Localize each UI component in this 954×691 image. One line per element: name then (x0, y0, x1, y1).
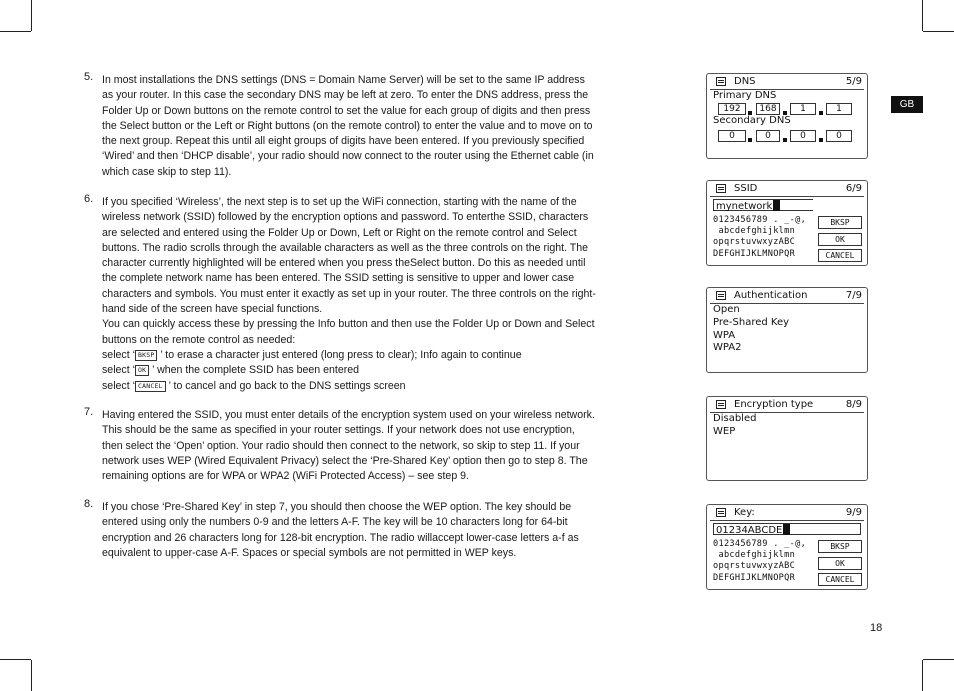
key-entry: 01234ABCDE (713, 523, 861, 535)
ip-octet: 1 (790, 103, 816, 115)
screen-title: Key: (734, 507, 755, 518)
crop-mark (0, 31, 31, 32)
screen-title: DNS (734, 76, 756, 87)
step-text: If you specified ‘Wireless’, the next step is to set up the WiFi connection, starting with the name of the wireless network (SSID) followed by the encryption options and password. To enterthe SSID, characters are selected and entered using the Folder Up or Down, Left or Right on the remote control and Select buttons. The radio scrolls through the available characters as well as the three controls on the right. The character currently highlighted will be entered when you press theSelect button. Do this as needed until the complete network name has been entered. The SSID setting is sensitive to upper and lower case characters and symbols. You must enter it exactly as set up in your router. The three controls on the right-hand side of the screen have special functions. (102, 196, 596, 316)
screen-title-bar (710, 290, 864, 304)
screen-title-bar (710, 399, 864, 413)
language-tab: GB (891, 96, 923, 113)
screen-title-bar (710, 183, 864, 197)
text-cursor (783, 524, 790, 535)
key-screen (706, 504, 868, 590)
ip-octet: 0 (718, 130, 746, 142)
cancel-button: CANCEL (818, 249, 862, 262)
character-row: opqrstuvwxyzABC (713, 237, 796, 247)
auth-option: Open (713, 304, 740, 315)
ssid-entry: mynetwork (713, 199, 813, 211)
step-5 (84, 73, 596, 180)
menu-icon (716, 291, 726, 300)
select-instruction: select ‘ CANCEL ’ to cancel and go back to the DNS settings screen (102, 379, 406, 392)
ip-octet: 0 (756, 130, 780, 142)
ok-key-icon: OK (135, 365, 149, 376)
ip-separator (748, 138, 752, 142)
screen-page: 6/9 (845, 183, 862, 194)
cancel-key-icon: CANCEL (135, 381, 166, 392)
crop-mark (922, 0, 923, 31)
step-7 (84, 408, 596, 484)
ok-button: OK (818, 557, 862, 570)
step-number: 7. (84, 406, 94, 418)
menu-icon (716, 400, 726, 409)
screen-page: 7/9 (845, 290, 862, 301)
auth-option: WPA (713, 330, 736, 341)
ip-separator (783, 138, 787, 142)
character-row: opqrstuvwxyzABC (713, 561, 796, 571)
screen-title: SSID (734, 183, 758, 194)
ip-octet: 192 (718, 103, 746, 115)
crop-mark (31, 0, 32, 31)
select-instruction: select ‘ OK ’ when the complete SSID has been entered (102, 364, 360, 377)
step-text: In most installations the DNS settings (DNS = Domain Name Server) will be set to the same IP address as your router. In this case the secondary DNS may be left at zero. To enter the DNS address, press the Folder Up or Down buttons on the remote control to set the value for each group of digits and then press the Select button or the Left or Right buttons (on the remote control) to enter the value and to move on to the next group. Repeat this until all eight groups of digits have been entered. If you previously specified ‘Wired’ and then ‘DHCP disable’, your radio should now connect to the router using the Ethernet cable (in which case skip to step 11). (102, 74, 594, 178)
screen-page: 9/9 (845, 507, 862, 518)
character-row: abcdefghijklmn (713, 550, 796, 560)
ssid-screen (706, 180, 868, 266)
encryption-type-screen (706, 396, 868, 481)
auth-option: Pre-Shared Key (713, 317, 790, 328)
ip-octet: 0 (790, 130, 816, 142)
crop-mark (923, 31, 954, 32)
step-6 (84, 195, 596, 394)
step-8 (84, 500, 596, 561)
character-row: 0123456789 . _-@, (713, 215, 807, 225)
character-row: 0123456789 . _-@, (713, 539, 807, 549)
character-row: DEFGHIJKLMNOPQR (713, 573, 796, 583)
menu-icon (716, 77, 726, 86)
encryption-option: Disabled (713, 413, 757, 424)
character-row: DEFGHIJKLMNOPQR (713, 249, 796, 259)
screen-page: 8/9 (845, 399, 862, 410)
dns-screen (706, 73, 868, 159)
bksp-key-icon: BKSP (135, 350, 157, 361)
crop-mark (31, 660, 32, 691)
step-number: 6. (84, 193, 94, 205)
screen-title: Encryption type (734, 399, 814, 410)
auth-option: WPA2 (713, 342, 742, 353)
encryption-option: WEP (713, 426, 736, 437)
step-number: 8. (84, 498, 94, 510)
primary-dns-label: Primary DNS (713, 90, 777, 101)
ip-octet: 1 (826, 103, 852, 115)
step-text: You can quickly access these by pressing the Info button and then use the Folder Up or Down and Select buttons on the remote control as needed: (102, 318, 595, 346)
menu-icon (716, 184, 726, 193)
crop-mark (0, 659, 31, 660)
bksp-button: BKSP (818, 540, 862, 553)
page-number: 18 (870, 622, 883, 634)
ip-separator (819, 111, 823, 115)
character-row: abcdefghijklmn (713, 226, 796, 236)
screen-title-bar (710, 507, 864, 521)
screen-page: 5/9 (845, 76, 862, 87)
screen-title: Authentication (734, 290, 808, 301)
step-text: If you chose ‘Pre-Shared Key’ in step 7, you should then choose the WEP option. The key should be entered using only the numbers 0-9 and the letters A-F. The key will be 10 characters long for 64-bit encryption and 26 characters long for 128-bit encryption. The radio willaccept lower-case letters a-f as equivalent to upper-case A-F. Spaces or special symbols are not permitted in WEP keys. (102, 501, 579, 559)
cancel-button: CANCEL (818, 573, 862, 586)
text-cursor (773, 200, 780, 211)
ok-button: OK (818, 233, 862, 246)
crop-mark (922, 660, 923, 691)
secondary-dns-label: Secondary DNS (713, 115, 791, 126)
authentication-screen (706, 287, 868, 373)
screen-title-bar (710, 76, 864, 90)
menu-icon (716, 508, 726, 517)
bksp-button: BKSP (818, 216, 862, 229)
ip-octet: 0 (826, 130, 852, 142)
ip-octet: 168 (756, 103, 780, 115)
ip-separator (819, 138, 823, 142)
crop-mark (923, 659, 954, 660)
step-number: 5. (84, 71, 94, 83)
step-text: Having entered the SSID, you must enter details of the encryption system used on your wireless network. This should be the same as specified in your router settings. If your network does not use encryption, then select the ‘Open’ option. Your radio should then connect to the network, so skip to step 11. If your network uses WEP (Wired Equivalent Privacy) select the ‘Pre-Shared Key’ option then go to step 8. The remaining options are for WPA or WPA2 (WiFi Protected Access) – see step 9. (102, 409, 595, 483)
select-instruction: select ‘ BKSP ’ to erase a character just entered (long press to clear); Info again to continue (102, 348, 522, 361)
